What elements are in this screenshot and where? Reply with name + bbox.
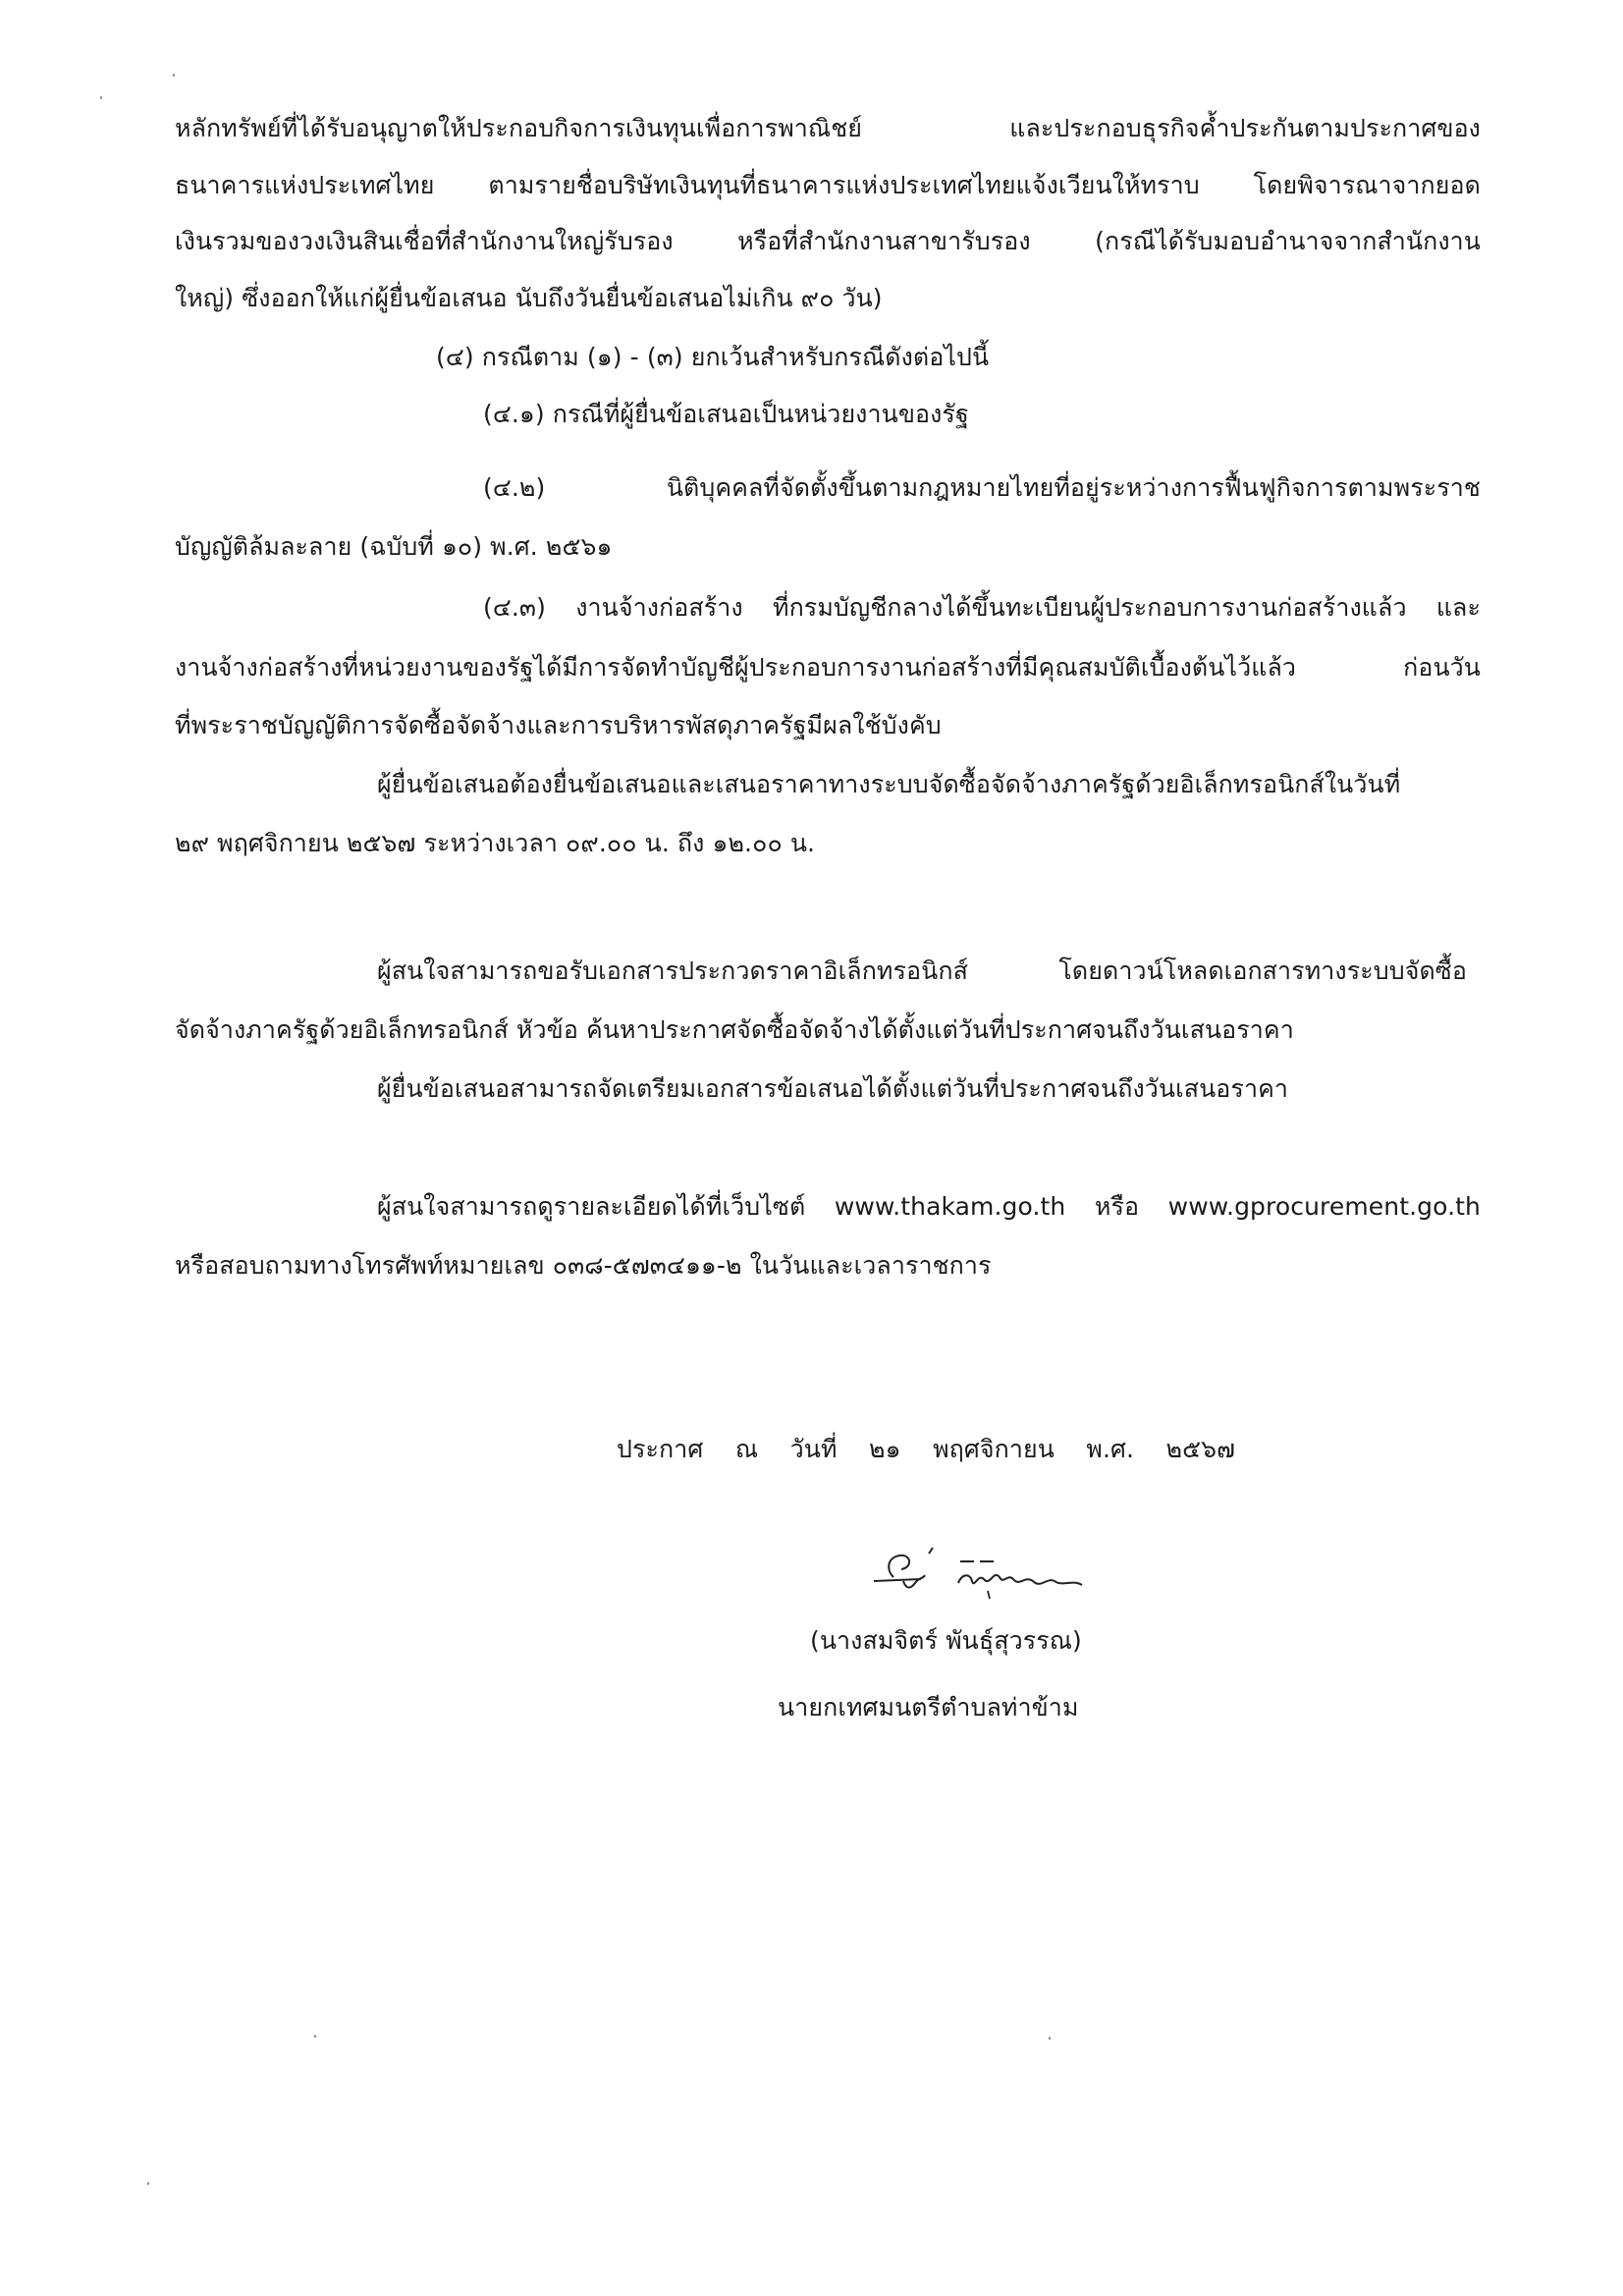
documents-line: ผู้สนใจสามารถขอรับเอกสารประกวดราคาอิเล็กทรอนิกส์ โดยดาวน์โหลดเอกสารทางระบบจัดซื้อ bbox=[377, 957, 1467, 985]
paragraph-line: เงินรวมของวงเงินสินเชื่อที่สำนักงานใหญ่รับรอง หรือที่สำนักงานสาขารับรอง (กรณีได้รับมอบอำนาจจากสำนักงาน bbox=[175, 227, 1481, 255]
signer-title: นายกเทศมนตรีตำบลท่าข้าม bbox=[778, 1693, 1079, 1722]
signature-image bbox=[864, 1540, 1119, 1609]
clause-4-2-cont: บัญญัติล้มละลาย (ฉบับที่ ๑๐) พ.ศ. ๒๕๖๑ bbox=[175, 532, 613, 561]
clause-4-3-cont: งานจ้างก่อสร้างที่หน่วยงานของรัฐได้มีการจัดทำบัญชีผู้ประกอบการงานก่อสร้างที่มีคุณสมบัติเบื้องต้นไว้แล้ว ก่อนวัน bbox=[175, 653, 1481, 682]
documents-line-cont: จัดจ้างภาครัฐด้วยอิเล็กทรอนิกส์ หัวข้อ ค้นหาประกาศจัดซื้อจัดจ้างได้ตั้งแต่วันที่ประกาศจนถึงวันเสนอราคา bbox=[175, 1015, 1294, 1044]
clause-4-2: (๔.๒) นิติบุคคลที่จัดตั้งขึ้นตามกฎหมายไทยที่อยู่ระหว่างการฟื้นฟูกิจการตามพระราช bbox=[483, 473, 1481, 502]
scan-speck bbox=[100, 96, 102, 99]
clause-4-3: (๔.๓) งานจ้างก่อสร้าง ที่กรมบัญชีกลางได้ขึ้นทะเบียนผู้ประกอบการงานก่อสร้างแล้ว และ bbox=[483, 593, 1481, 622]
scan-speck bbox=[147, 2182, 149, 2185]
submission-date: ๒๙ พฤศจิกายน ๒๕๖๗ ระหว่างเวลา ๐๙.๐๐ น. ถึง ๑๒.๐๐ น. bbox=[175, 829, 816, 857]
scan-speck bbox=[1049, 2037, 1051, 2040]
paragraph-line: ใหญ่) ซึ่งออกให้แก่ผู้ยื่นข้อเสนอ นับถึงวันยื่นข้อเสนอไม่เกิน ๙๐ วัน) bbox=[175, 284, 883, 312]
paragraph-line: หลักทรัพย์ที่ได้รับอนุญาตให้ประกอบกิจการเงินทุนเพื่อการพาณิชย์ และประกอบธุรกิจค้ำประกันตามประกาศของ bbox=[175, 114, 1481, 142]
signer-name: (นางสมจิตร์ พันธุ์สุวรรณ) bbox=[810, 1626, 1082, 1655]
clause-4: (๔) กรณีตาม (๑) - (๓) ยกเว้นสำหรับกรณีดังต่อไปนี้ bbox=[436, 343, 990, 371]
scan-speck bbox=[173, 74, 175, 77]
scan-speck bbox=[314, 2035, 316, 2038]
website-line: ผู้สนใจสามารถดูรายละเอียดได้ที่เว็บไซต์ www.thakam.go.th หรือ www.gprocurement.go.th bbox=[377, 1192, 1481, 1221]
clause-4-1: (๔.๑) กรณีที่ผู้ยื่นข้อเสนอเป็นหน่วยงานของรัฐ bbox=[483, 400, 969, 428]
clause-4-3-cont: ที่พระราชบัญญัติการจัดซื้อจัดจ้างและการบริหารพัสดุภาครัฐมีผลใช้บังคับ bbox=[175, 711, 942, 739]
submission-line: ผู้ยื่นข้อเสนอต้องยื่นข้อเสนอและเสนอราคาทางระบบจัดซื้อจัดจ้างภาครัฐด้วยอิเล็กทรอนิกส์ในวันที่ bbox=[377, 770, 1401, 798]
prepare-docs-line: ผู้ยื่นข้อเสนอสามารถจัดเตรียมเอกสารข้อเสนอได้ตั้งแต่วันที่ประกาศจนถึงวันเสนอราคา bbox=[377, 1074, 1289, 1103]
phone-line: หรือสอบถามทางโทรศัพท์หมายเลข ๐๓๘-๕๗๓๔๑๑-๒ ในวันและเวลาราชการ bbox=[175, 1251, 992, 1280]
announce-date: ประกาศ ณ วันที่ ๒๑ พฤศจิกายน พ.ศ. ๒๕๖๗ bbox=[617, 1435, 1235, 1463]
paragraph-line: ธนาคารแห่งประเทศไทย ตามรายชื่อบริษัทเงินทุนที่ธนาคารแห่งประเทศไทยแจ้งเวียนให้ทราบ โดยพิจารณาจากยอด bbox=[175, 171, 1481, 199]
